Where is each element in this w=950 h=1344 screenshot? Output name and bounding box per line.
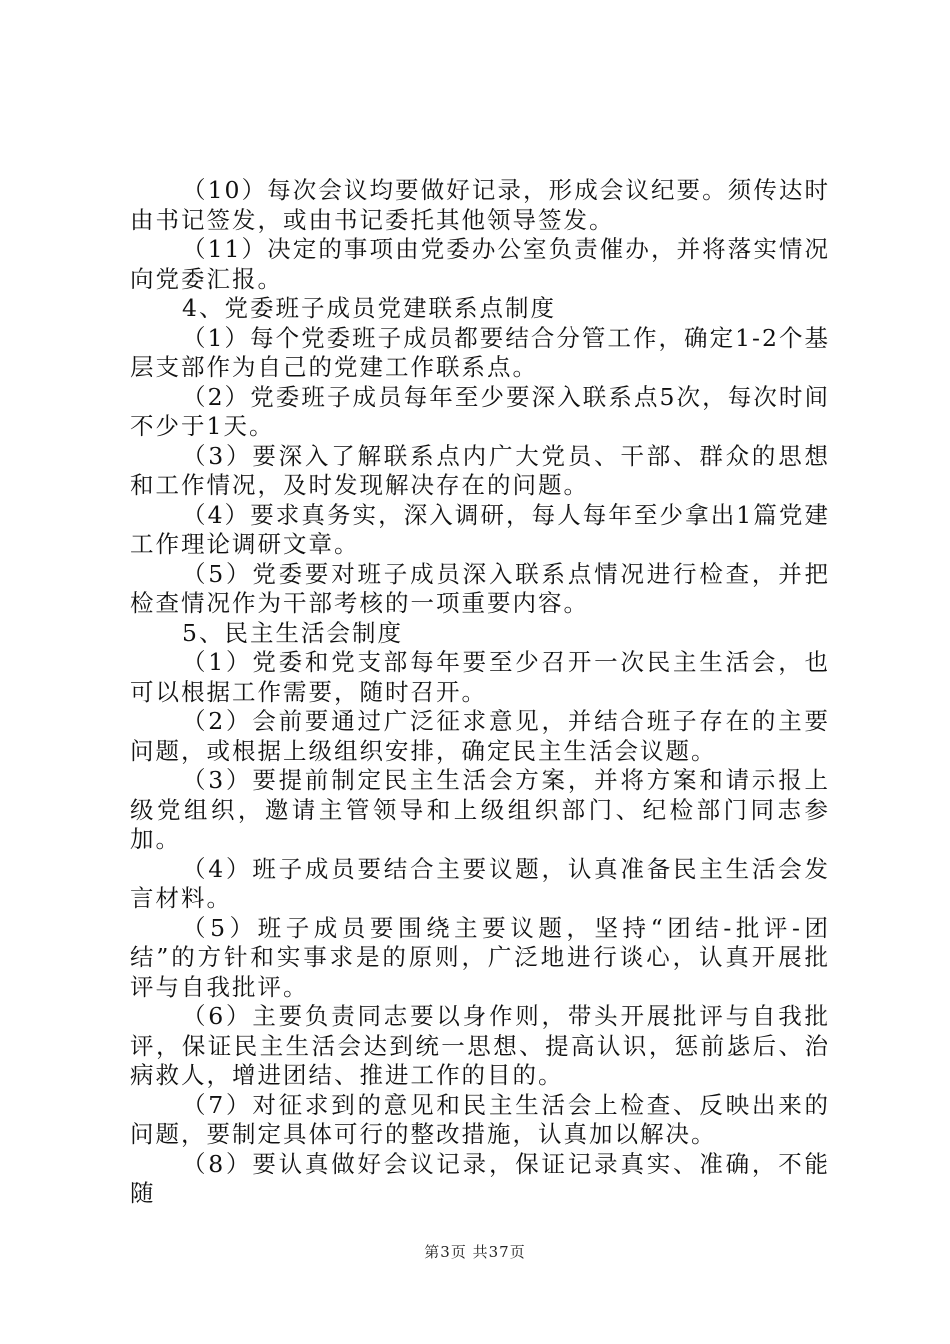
paragraph-liaison-point-4: （4）要求真务实，深入调研，每人每年至少拿出1篇党建工作理论调研文章。	[130, 500, 830, 558]
section-heading-liaison-system: 4、党委班子成员党建联系点制度	[182, 294, 556, 322]
paragraph-democratic-point-2: （2）会前要通过广泛征求意见，并结合班子存在的主要问题，或根据上级组织安排，确定民主生活会议题。	[130, 707, 830, 765]
paragraph-follow-up: （11）决定的事项由党委办公室负责催办，并将落实情况向党委汇报。	[130, 235, 830, 293]
paragraph-meeting-minutes: （10）每次会议均要做好记录，形成会议纪要。须传达时由书记签发，或由书记委托其他领导签发。	[130, 176, 830, 234]
paragraph-democratic-point-6: （6）主要负责同志要以身作则，带头开展批评与自我批评，保证民主生活会达到统一思想、提高认识，惩前毖后、治病救人，增进团结、推进工作的目的。	[130, 1002, 830, 1089]
paragraph-liaison-point-1: （1）每个党委班子成员都要结合分管工作，确定1-2个基层支部作为自己的党建工作联系点。	[130, 323, 830, 381]
paragraph-democratic-point-3: （3）要提前制定民主生活会方案，并将方案和请示报上级党组织，邀请主管领导和上级组织部门、纪检部门同志参加。	[130, 766, 830, 853]
paragraph-liaison-point-5: （5）党委要对班子成员深入联系点情况进行检查，并把检查情况作为干部考核的一项重要内容。	[130, 559, 830, 617]
paragraph-democratic-point-4: （4）班子成员要结合主要议题，认真准备民主生活会发言材料。	[130, 854, 830, 912]
paragraph-liaison-point-2: （2）党委班子成员每年至少要深入联系点5次，每次时间不少于1天。	[130, 382, 830, 440]
paragraph-democratic-point-5: （5）班子成员要围绕主要议题，坚持“团结-批评-团结”的方针和实事求是的原则，广泛地进行谈心，认真开展批评与自我批评。	[130, 913, 830, 1001]
page-number-footer: 第3页 共37页	[424, 1243, 526, 1261]
paragraph-democratic-point-1: （1）党委和党支部每年要至少召开一次民主生活会，也可以根据工作需要，随时召开。	[130, 648, 830, 706]
paragraph-democratic-point-8: （8）要认真做好会议记录，保证记录真实、准确，不能随	[130, 1149, 830, 1207]
document-body	[130, 176, 830, 1209]
paragraph-liaison-point-3: （3）要深入了解联系点内广大党员、干部、群众的思想和工作情况，及时发现解决存在的问题。	[130, 441, 830, 499]
paragraph-democratic-point-7: （7）对征求到的意见和民主生活会上检查、反映出来的问题，要制定具体可行的整改措施，认真加以解决。	[130, 1090, 830, 1148]
section-heading-democratic-life: 5、民主生活会制度	[182, 618, 403, 647]
